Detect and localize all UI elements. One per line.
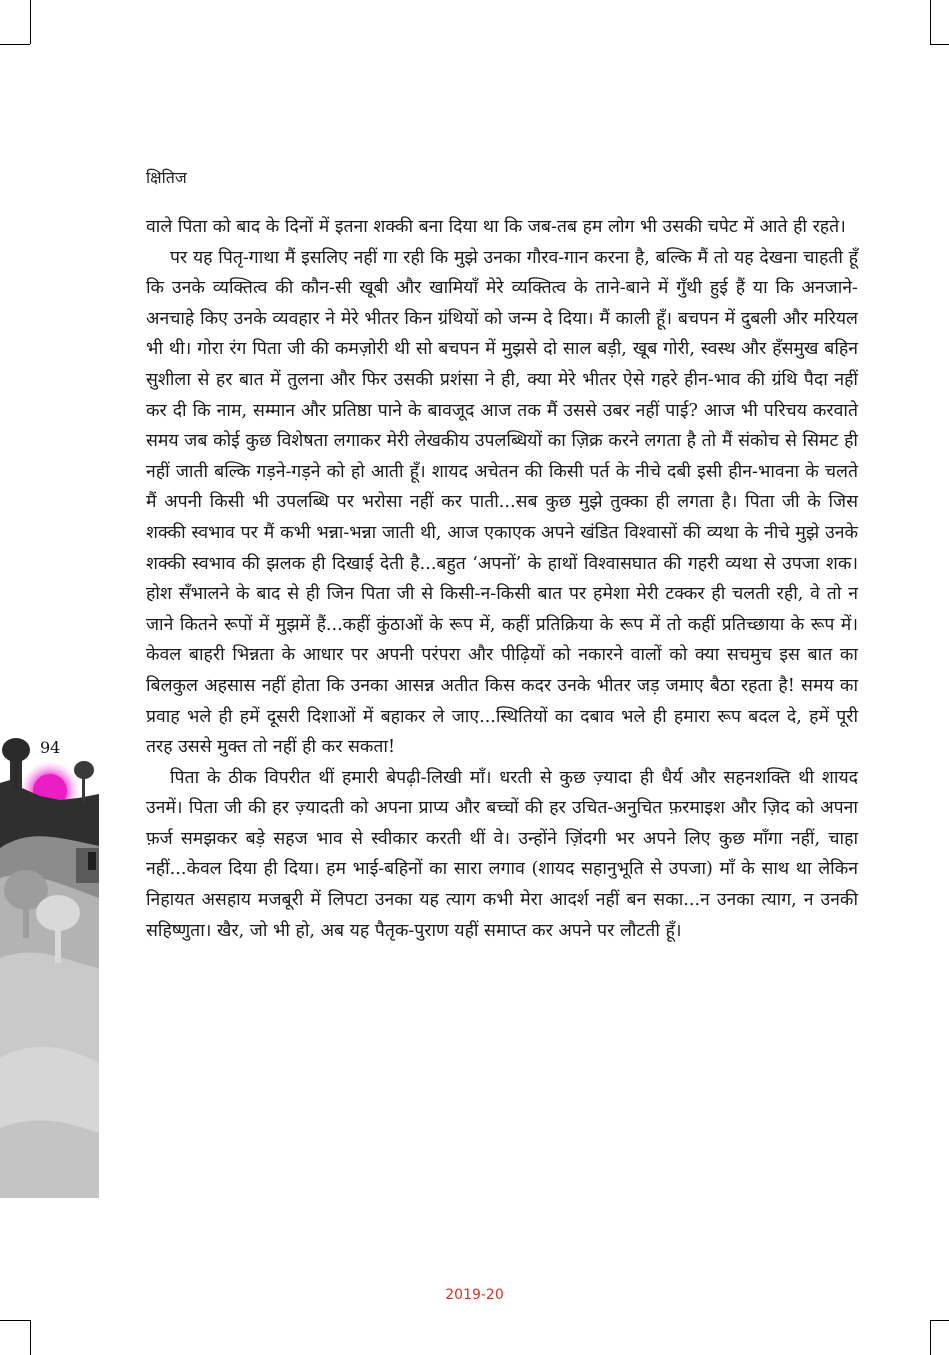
footer-year: 2019-20 — [445, 1287, 504, 1303]
crop-mark-top-left-v — [30, 0, 31, 44]
crop-mark-top-left-h — [0, 44, 30, 45]
crop-mark-top-right-v — [930, 0, 931, 44]
page-number: 94 — [40, 738, 61, 757]
body-text — [146, 212, 858, 946]
paragraph: वाले पिता को बाद के दिनों में इतना शक्की बना दिया था कि जब-तब हम लोग भी उसकी चपेट में आते ही रहते। — [146, 217, 846, 237]
margin-illustration — [0, 728, 99, 1198]
crop-mark-bottom-left-v — [30, 1320, 31, 1355]
paragraph: पर यह पितृ-गाथा मैं इसलिए नहीं गा रही कि मुझे उनका गौरव-गान करना है, बल्कि मैं तो यह देखना चाहती हूँ कि उनके व्यक्तित्व की कौन-सी खूबी और खामियाँ मेरे व्यक्तित्व के ताने-बाने में गुँथी हुई हैं या कि अनजाने-अनचाहे किए उनके व्यवहार ने मेरे भीतर किन ग्रंथियों को जन्म दे दिया। मैं काली हूँ। बचपन में दुबली और मरियल भी थी। गोरा रंग पिता जी की कमज़ोरी थी सो बचपन में मुझसे दो साल बड़ी, खूब गोरी, स्वस्थ और हँसमुख बहिन सुशीला से हर बात में तुलना और फिर उसकी प्रशंसा ने ही, क्या मेरे भीतर ऐसे गहरे हीन-भाव की ग्रंथि पैदा नहीं कर दी कि नाम, सम्मान और प्रतिष्ठा पाने के बावजूद आज तक मैं उससे उबर नहीं पाई? आज भी परिचय करवाते समय जब कोई कुछ विशेषता लगाकर मेरी लेखकीय उपलब्धियों का ज़िक्र करने लगता है तो मैं संकोच से सिमट ही नहीं जाती बल्कि गड़ने-गड़ने को हो आती हूँ। शायद अचेतन की किसी पर्त के नीचे दबी इसी हीन-भावना के चलते मैं अपनी किसी भी उपलब्धि पर भरोसा नहीं कर पाती...सब कुछ मुझे तुक्का ही लगता है। पिता जी के जिस शक्की स्वभाव पर मैं कभी भन्ना-भन्ना जाती थी, आज एकाएक अपने खंडित विश्वासों की व्यथा के नीचे मुझे उनके शक्की स्वभाव की झलक ही दिखाई देती है...बहुत ‘अपनों’ के हाथों विश्वासघात की गहरी व्यथा से उपजा शक। होश सँभालने के बाद से ही जिन पिता जी से किसी-न-किसी बात पर हमेशा मेरी टक्कर ही चलती रही, वे तो न जाने कितने रूपों में मुझमें हैं...कहीं कुंठाओं के रूप में, कहीं प्रतिक्रिया के रूप में तो कहीं प्रतिच्छाया के रूप में। केवल बाहरी भिन्नता के आधार पर अपनी परंपरा और पीढ़ियों को नकारने वालों को क्या सचमुच इस बात का बिलकुल अहसास नहीं होता कि उनका आसन्न अतीत किस कदर उनके भीतर जड़ जमाए बैठा रहता है! समय का प्रवाह भले ही हमें दूसरी दिशाओं में बहाकर ले जाए...स्थितियों का दबाव भले ही हमारा रूप बदल दे, हमें पूरी तरह उससे मुक्त तो नहीं ही कर सकता! — [146, 247, 858, 758]
crop-mark-bottom-right-v — [930, 1320, 931, 1355]
crop-mark-bottom-left-h — [0, 1320, 30, 1321]
paragraph: पिता के ठीक विपरीत थीं हमारी बेपढ़ी-लिखी माँ। धरती से कुछ ज़्यादा ही धैर्य और सहनशक्ति थी शायद उनमें। पिता जी की हर ज़्यादती को अपना प्राप्य और बच्चों की हर उचित-अनुचित फ़रमाइश और ज़िद को अपना फ़र्ज समझकर बड़े सहज भाव से स्वीकार करती थीं वे। उन्होंने ज़िंदगी भर अपने लिए कुछ माँगा नहीं, चाहा नहीं...केवल दिया ही दिया। हम भाई-बहिनों का सारा लगाव (शायद सहानुभूति से उपजा) माँ के साथ था लेकिन निहायत असहाय मजबूरी में लिपटा उनका यह त्याग कभी मेरा आदर्श नहीं बन सका...न उनका त्याग, न उनकी सहिष्णुता। खैर, जो भी हो, अब यह पैतृक-पुराण यहीं समाप्त कर अपने पर लौटती हूँ। — [146, 767, 858, 941]
crop-mark-top-right-h — [930, 44, 949, 45]
running-head: क्षितिज — [146, 168, 187, 187]
crop-mark-bottom-right-h — [930, 1320, 949, 1321]
